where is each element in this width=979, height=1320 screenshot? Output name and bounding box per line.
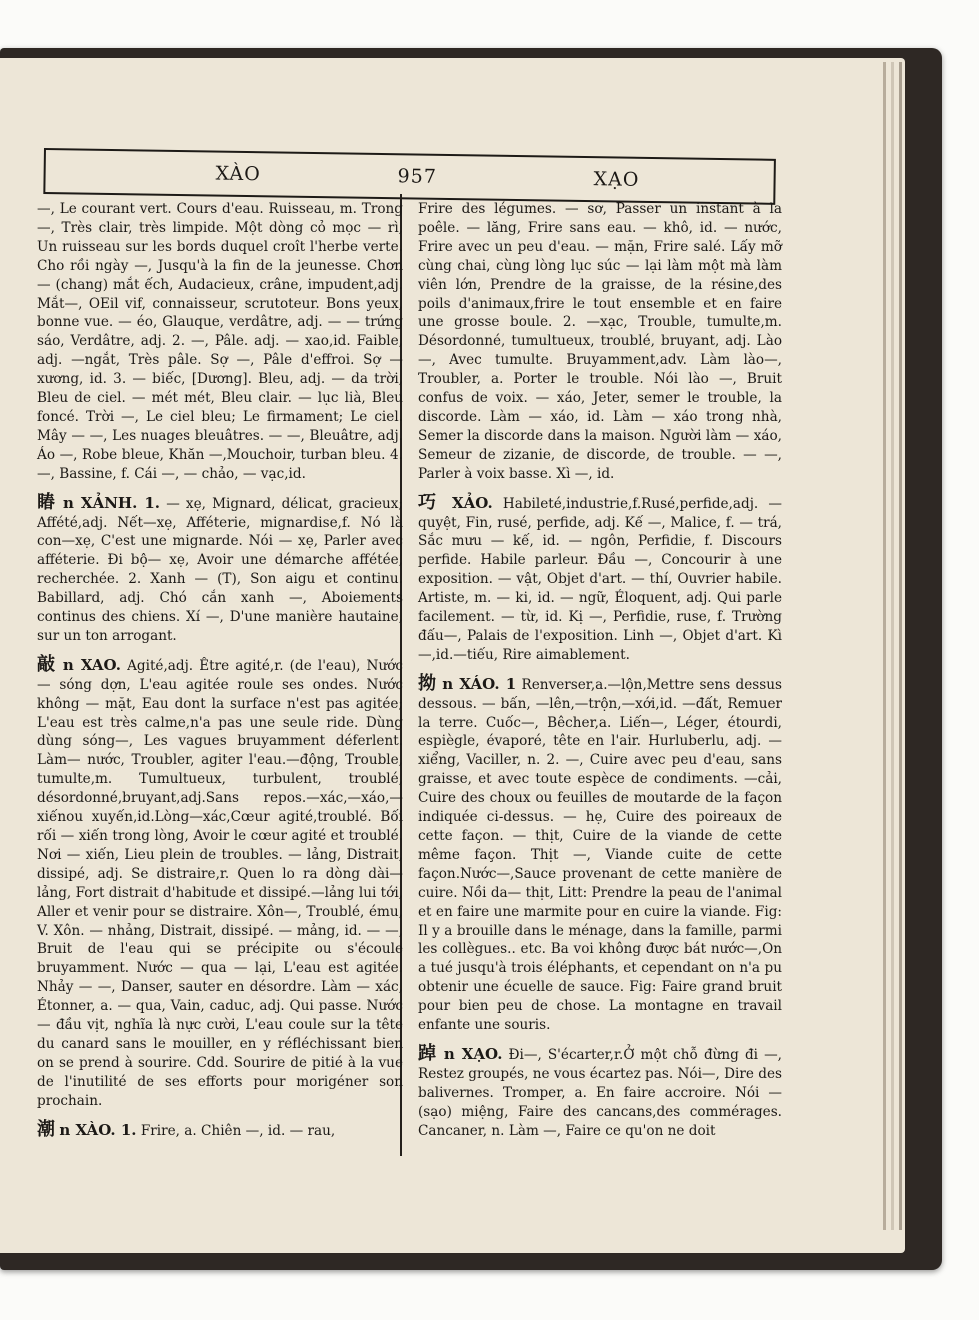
entry-headword: n XÁO. 1 bbox=[442, 674, 517, 693]
right-column bbox=[418, 200, 782, 1147]
page-edge-line bbox=[891, 62, 894, 1230]
entry-headword: n XẢNH. 1. bbox=[62, 493, 161, 512]
chinese-character: 巧 bbox=[418, 491, 442, 513]
entry-headword: n XÀO. 1. bbox=[59, 1120, 137, 1139]
entry-definition: Đi—, S'écarter,r.Ở một chỗ đừng đi —, Restez groupés, ne vous écartez pas. Nói—, Dire des balivernes. Tromper, a. En faire accroire. Nói — (sạo) miệng, Faire des cancans,des commérages. Cancaner, n. Làm —, Faire ce qu'on ne doit bbox=[418, 1046, 782, 1139]
page-number: 957 bbox=[397, 165, 438, 188]
dictionary-entry bbox=[37, 491, 404, 646]
continuation-text: Frire des légumes. — sơ, Passer un instant à la poêle. — lăng, Frire sans eau. — khô, id. — nước, Frire avec un peu d'eau. — mặn, Frire salé. Lấy mỡ cùng chai, cùng lòng lục súc — lại làm một mà làm viên lớn, Prendre de la graisse, de la résine,des poils d'animaux,frire le tout ensemble et en faire une grosse boule. 2. —xạc, Trouble, tumulte,m. Désordonné, tumultueux, troublé, bruyant, adj. Lào—, Avec tumulte. Bruyamment,adv. Làm lào—, Troubler, a. Porter le trouble. Nói lào —, Bruit confus de voix. — xáo, Jeter, semer le trouble, la discorde. Làm — xáo, id. Làm — xáo trong nhà, Semer la discorde dans la maison. Người làm — xáo, Semeur de zizanie, de discorde, de trouble. — —, Parler à voix basse. Xì —, id. bbox=[418, 201, 782, 482]
dictionary-entry bbox=[418, 491, 782, 665]
chinese-character: 敲 bbox=[37, 653, 57, 675]
entry-definition: — xẹ, Mignard, délicat, gracieux; Affété,adj. Nết—xẹ, Afféterie, mignardise,f. Nó là con—xẹ, C'est une mignarde. Nói — xẹ, Parler avec afféterie. Đi bộ— xẹ, Avoir une démarche affétée, recherchée. 2. Xanh — (T), Son aigu et continu. Babillard, adj. Chó cắn xanh —, Aboiements continus des chiens. Xí —, D'une manière hautaine, sur un ton arrogant. bbox=[37, 495, 404, 644]
entry-headword: n XAO. bbox=[62, 655, 121, 674]
chinese-character: 踔 bbox=[418, 1042, 438, 1064]
chinese-character: 拗 bbox=[418, 672, 437, 694]
entry-definition: Habileté,industrie,f.Rusé,perfide,adj. — quyệt, Fin, rusé, perfide, adj. Kế —, Malice, f. — trá, Sắc mưu — kế, id. — ngôn, Perfidie, f. Discours perfide. Habile parleur. Đầu —, Concourir à une exposition. — vật, Objet d'art. — thí, Ouvrier habile. Artiste, m. — ki, id. — ngữ, Éloquent, adj. Qui parle facilement. — từ, id. Kị —, Perfidie, ruse, f. Trường đấu—, Palais de l'exposition. Linh —, Objet d'art. Kì—,id.—tiếu, Rire aimablement. bbox=[418, 495, 782, 663]
left-column bbox=[37, 200, 403, 1147]
dictionary-entry bbox=[37, 653, 404, 1111]
continuation-text: —, Le courant vert. Cours d'eau. Ruisseau, m. Trong —, Très clair, très limpide. Một dòng cỏ mọc — rì, Un ruisseau sur les bords duquel croît l'herbe verte. Cho rồi ngày —, Jusqu'à la fin de la jeunesse. Chơn — (chang) mắt ếch, Audacieux, crâne, impudent,adj. Mắt—, OEil vif, connaisseur, scrutoteur. Bons yeux, bonne vue. — éo, Glauque, verdâtre, adj. — — trứng sáo, Verdâtre, adj. 2. —, Pâle. adj. — xao,id. Faible, adj. —ngắt, Très pâle. Sợ —, Pâle d'effroi. Sợ — xương, id. 3. — biếc, [Dương]. Bleu, adj. — da trời, Bleu de ciel. — mét mét, Bleu clair. — lục lià, Bleu foncé. Trời —, Le ciel bleu; Le firmament; Le ciel. Mây — —, Les nuages bleuâtres. — —, Bleuâtre, adj. Áo —, Robe bleue, Khăn —,Mouchoir, turban bleu. 4. —, Bassine, f. Cái —, — chảo, — vạc,id. bbox=[37, 201, 403, 482]
chinese-character: 潮 bbox=[37, 1118, 55, 1140]
dictionary-entry bbox=[37, 1118, 403, 1141]
header-right-word: XẠO bbox=[593, 168, 640, 191]
entry-headword: n XẠO. bbox=[443, 1044, 503, 1063]
dictionary-entry bbox=[418, 672, 782, 1035]
chinese-character: 睶 bbox=[37, 491, 57, 513]
entry-headword: XẢO. bbox=[452, 493, 493, 512]
entry-definition: Agité,adj. Être agité,r. (de l'eau), Nước — sóng dợn, L'eau agitée roule ses ondes. Nước không — mặt, Eau dont la surface n'est pas agitée; L'eau est très calme,n'a pas une seule ride. Dùng dùng sóng—, Les vagues bruyamment déferlent. Làm— nước, Troubler, agiter l'eau.—động, Trouble, tumulte,m. Tumultueux, turbulent, troublé, désordonné,bruyant,adj.Sans repos.—xác,—xáo,—xiếnou xuyến,id.Lòng—xác,Cœur agité,troublé. Bối rối — xiến trong lòng, Avoir le cœur agité et troublé. Nơi — xiến, Lieu plein de troubles. — lảng, Distrait, dissipé, adj. Se distraire,r. Quen lo ra dòng dài— lảng, Fort distrait d'habitude et dissipé.—lảng lui tới, Aller et venir pour se distraire. Xôn—, Troublé, ému, V. Xôn. — nhảng, Distrait, dissipé. — mảng, id. — —, Bruit de l'eau qui se précipite ou s'écoule bruyamment. Nước — qua — lại, L'eau est agitée. Nhảy — —, Danser, sauter en désordre. Làm — xác, Étonner, a. — qua, Vain, caduc, adj. Qui passe. Nước— đầu vịt, nghĩa là nực cười, L'eau coule sur la tête du canard sans le mouiller, en y réfléchissant bien on se prend à sourire. Cdd. Sourire de pitié à la vue de l'inutilité de ses efforts pour morigéner son prochain. bbox=[37, 657, 404, 1109]
page-edge-line bbox=[883, 62, 886, 1230]
entry-definition: Renverser,a.—lộn,Mettre sens dessus dessous. — bấn, —lên,—trộn,—xới,id. —đất, Remuer la terre. Cuốc—, Bêcher,a. Liến—, Léger, étourdi, espiègle, évaporé, tête en l'air. Hurluberlu, adj. — xiểng, Vaciller, n. 2. —, Cuire avec peu d'eau, sans graisse, et avec toute espèce de condiments. —cải, Cuire des choux ou feuilles de moutarde de la façon indiquée ci-dessus. — hẹ, Cuire des poireaux de cette façon. — thịt, Cuire de la viande de cette même façon. Thịt —, Viande cuite de cette façon.Nước—,Sauce provenant de cette manière de cuire. Nồi da— thịt, Litt: Prendre la peau de l'animal et en faire une marmite pour en cuire la viande. Fig: Il y a brouille dans le ménage, dans la famille, parmi les collègues.. etc. Ba voi không được bát nước—,On a tué jusqu'à trois éléphants, et cependant on n'a pu obtenir une écuelle de sauce. Fig: Faire grand bruit pour bien peu de chose. La montagne en travail enfante une souris. bbox=[418, 676, 782, 1034]
dictionary-entry bbox=[418, 1042, 782, 1141]
entry-definition: Frire, a. Chiên —, id. — rau, bbox=[140, 1122, 336, 1139]
header-left-word: XÀO bbox=[215, 162, 261, 186]
page-edge-line bbox=[899, 62, 902, 1230]
